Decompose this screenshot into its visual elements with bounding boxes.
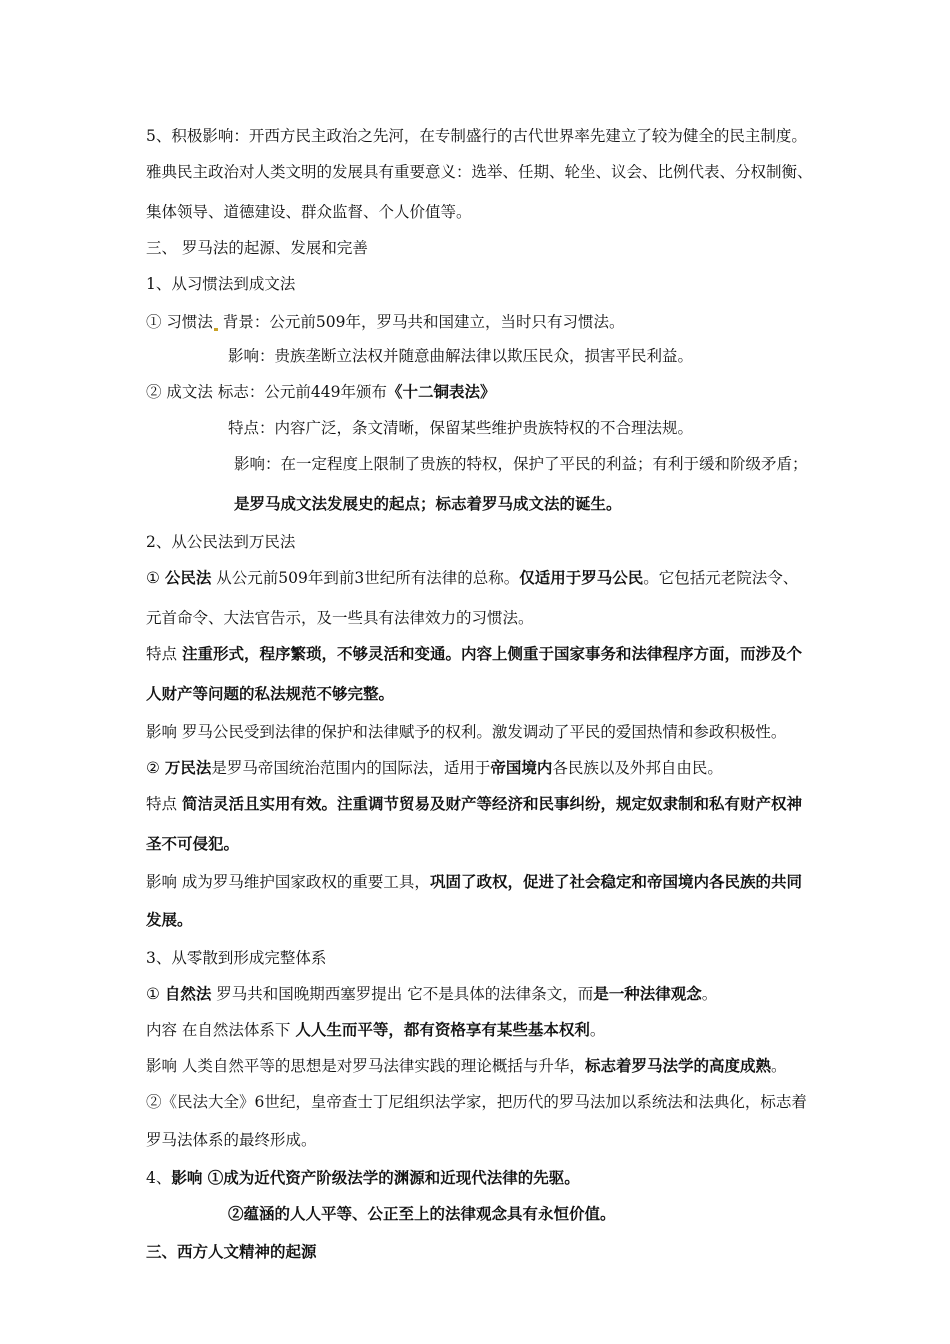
bold-text: 帝国境内 <box>490 758 553 777</box>
term: ① 习惯法 <box>146 313 213 331</box>
section-heading: 三、西方人文精神的起源 <box>146 1242 317 1261</box>
bold-line: 圣不可侵犯。 <box>146 834 240 853</box>
text-line <box>146 1168 580 1188</box>
text-line <box>146 794 802 814</box>
bold-text: 巩固了政权，促进了社会稳定和帝国境内各民族的共同 <box>429 872 802 891</box>
text-line <box>146 758 723 778</box>
line-text: 影响 成为罗马维护国家政权的重要工具， <box>146 873 430 891</box>
text-line: 特点：内容广泛，条文清晰，保留某些维护贵族特权的不合理法规。 <box>228 419 694 437</box>
line-text: ① <box>146 569 165 587</box>
text-line <box>146 312 624 332</box>
text-line: 元首命令、大法官告示，及一些具有法律效力的习惯法。 <box>146 609 534 627</box>
bold-text: 影响 ①成为近代资产阶级法学的渊源和近现代法律的先驱。 <box>171 1168 580 1187</box>
text-line <box>146 872 802 892</box>
line-text: 。 <box>701 985 718 1003</box>
text-line: 5、积极影响：开西方民主政治之先河，在专制盛行的古代世界率先建立了较为健全的民主制度。 <box>146 127 807 145</box>
line-text: 罗马共和国晚期西塞罗提出 它不是具体的法律条文，而 <box>211 985 594 1003</box>
subsection-heading: 2、从公民法到万民法 <box>146 533 296 551</box>
line-label: 特点 <box>146 645 182 663</box>
line-text: 。 <box>589 1021 606 1039</box>
subsection-heading: 3、从零散到形成完整体系 <box>146 949 327 967</box>
bold-text: 万民法 <box>164 758 212 777</box>
section-heading: 三、 罗马法的起源、发展和完善 <box>146 239 368 257</box>
line-text: ② <box>146 759 165 777</box>
line-text: ① <box>146 985 165 1003</box>
bold-text: 简洁灵活且实用有效。注重调节贸易及财产等经济和民事纠纷，规定奴隶制和私有财产权神 <box>181 794 802 813</box>
line-text: ② 成文法 标志：公元前449年颁布 <box>146 383 387 401</box>
bold-line: 发展。 <box>146 910 193 929</box>
text-line <box>146 644 802 664</box>
line-text: 内容 在自然法体系下 <box>146 1021 296 1039</box>
bold-text: 自然法 <box>164 984 212 1003</box>
text-line <box>146 984 717 1004</box>
text-line: 影响：贵族垄断立法权并随意曲解法律以欺压民众，损害平民利益。 <box>228 347 694 365</box>
bold-text: 《十二铜表法》 <box>386 382 496 401</box>
line-text: 4、 <box>146 1169 172 1187</box>
text-line: 雅典民主政治对人类文明的发展具有重要意义：选举、任期、轮坐、议会、比例代表、分权制衡、 <box>146 163 813 181</box>
text-line: 影响 罗马公民受到法律的保护和法律赋予的权利。激发调动了平民的爱国热情和参政积极性。 <box>146 723 787 741</box>
text-line <box>146 1056 786 1076</box>
bold-line: ②蕴涵的人人平等、公正至上的法律观念具有永恒价值。 <box>228 1204 616 1223</box>
bold-text: 仅适用于罗马公民 <box>519 568 644 587</box>
bold-line: 人财产等问题的私法规范不够完整。 <box>146 684 395 703</box>
line-label: 特点 <box>146 795 182 813</box>
text-line <box>146 382 495 402</box>
bold-text: 标志着罗马法学的高度成熟 <box>584 1056 771 1075</box>
bold-text: 公民法 <box>164 568 212 587</box>
line-text: 影响 人类自然平等的思想是对罗马法律实践的理论概括与升华， <box>146 1057 585 1075</box>
bold-text: 是一种法律观念 <box>593 984 702 1003</box>
text-line <box>146 1020 605 1040</box>
text-line: 影响：在一定程度上限制了贵族的特权，保护了平民的利益；有利于缓和阶级矛盾； <box>234 455 808 473</box>
text-line: 罗马法体系的最终形成。 <box>146 1131 317 1149</box>
text-line: 集体领导、道德建设、群众监督、个人价值等。 <box>146 203 472 221</box>
line-text: 从公元前509年到前3世纪所有法律的总称。 <box>211 569 520 587</box>
bold-text: 人人生而平等，都有资格享有某些基本权利 <box>295 1020 590 1039</box>
bold-line: 是罗马成文法发展史的起点；标志着罗马成文法的诞生。 <box>234 494 622 513</box>
line-text: 背景：公元前509年，罗马共和国建立，当时只有习惯法。 <box>217 313 625 331</box>
subsection-heading: 1、从习惯法到成文法 <box>146 275 296 293</box>
text-line <box>146 568 798 588</box>
bold-text: 注重形式，程序繁琐，不够灵活和变通。内容上侧重于国家事务和法律程序方面，而涉及个 <box>181 644 802 663</box>
text-line: ②《民法大全》6世纪，皇帝查士丁尼组织法学家，把历代的罗马法加以系统法和法典化，标志着 <box>146 1093 807 1111</box>
line-text: 是罗马帝国统治范围内的国际法，适用于 <box>211 759 491 777</box>
line-text: 各民族以及外邦自由民。 <box>552 759 723 777</box>
line-text: 。它包括元老院法令、 <box>643 569 799 587</box>
line-text: 。 <box>770 1057 787 1075</box>
